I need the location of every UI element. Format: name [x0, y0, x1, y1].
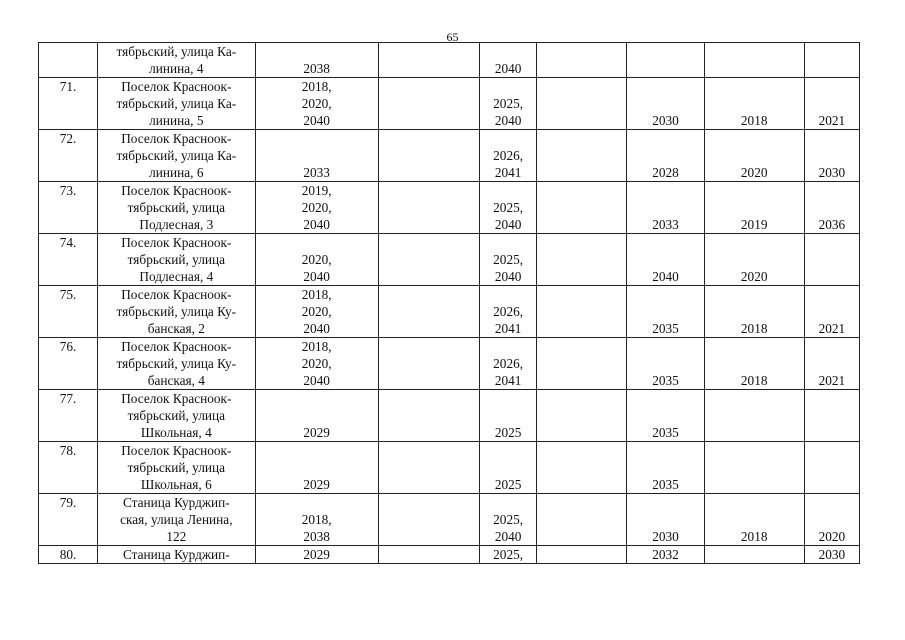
- year-cell-col3: 2038: [255, 43, 378, 78]
- year-cell-col4: [378, 442, 479, 494]
- year-cell-col8: 2020: [704, 234, 804, 286]
- year-cell-col5: 2025, 2040: [480, 494, 537, 546]
- year-cell-col9: 2030: [804, 546, 859, 564]
- year-cell-col5: 2025, 2040: [480, 182, 537, 234]
- year-cell-col8: 2018: [704, 286, 804, 338]
- year-cell-col6: [537, 442, 627, 494]
- year-cell-col9: [804, 390, 859, 442]
- year-cell-col6: [537, 182, 627, 234]
- address-cell: Станица Курджип-: [98, 546, 255, 564]
- year-cell-col7: 2035: [627, 390, 704, 442]
- year-cell-col9: [804, 234, 859, 286]
- year-cell-col4: [378, 390, 479, 442]
- year-cell-col4: [378, 130, 479, 182]
- year-cell-col4: [378, 546, 479, 564]
- year-cell-col4: [378, 494, 479, 546]
- row-number-cell: 73.: [39, 182, 98, 234]
- address-cell: Станица Курджип- ская, улица Ленина, 122: [98, 494, 255, 546]
- year-cell-col8: [704, 43, 804, 78]
- row-number-cell: 77.: [39, 390, 98, 442]
- address-cell: Поселок Красноок- тябрьский, улица Школьная, 6: [98, 442, 255, 494]
- year-cell-col7: 2030: [627, 494, 704, 546]
- year-cell-col5: 2025: [480, 442, 537, 494]
- row-number-cell: 76.: [39, 338, 98, 390]
- table-row: [39, 442, 860, 494]
- year-cell-col9: 2020: [804, 494, 859, 546]
- year-cell-col3: 2018, 2020, 2040: [255, 286, 378, 338]
- row-number-cell: [39, 43, 98, 78]
- row-number-cell: 71.: [39, 78, 98, 130]
- year-cell-col9: 2021: [804, 78, 859, 130]
- address-cell: Поселок Красноок- тябрьский, улица Ка- линина, 5: [98, 78, 255, 130]
- year-cell-col9: 2036: [804, 182, 859, 234]
- year-cell-col4: [378, 78, 479, 130]
- year-cell-col5: 2025,: [480, 546, 537, 564]
- year-cell-col4: [378, 338, 479, 390]
- year-cell-col6: [537, 78, 627, 130]
- year-cell-col3: 2018, 2020, 2040: [255, 78, 378, 130]
- year-cell-col9: [804, 442, 859, 494]
- row-number-cell: 75.: [39, 286, 98, 338]
- year-cell-col6: [537, 130, 627, 182]
- address-cell: Поселок Красноок- тябрьский, улица Ку- банская, 4: [98, 338, 255, 390]
- year-cell-col5: 2026, 2041: [480, 286, 537, 338]
- year-cell-col5: 2026, 2041: [480, 130, 537, 182]
- year-cell-col7: 2035: [627, 338, 704, 390]
- table-row: [39, 286, 860, 338]
- year-cell-col5: 2040: [480, 43, 537, 78]
- address-cell: Поселок Красноок- тябрьский, улица Подлесная, 4: [98, 234, 255, 286]
- page-number: 65: [446, 30, 459, 44]
- row-number-cell: 79.: [39, 494, 98, 546]
- year-cell-col6: [537, 494, 627, 546]
- year-cell-col8: [704, 442, 804, 494]
- year-cell-col5: 2025, 2040: [480, 78, 537, 130]
- address-cell: Поселок Красноок- тябрьский, улица Ку- банская, 2: [98, 286, 255, 338]
- table-row: [39, 182, 860, 234]
- year-cell-col3: 2029: [255, 442, 378, 494]
- year-cell-col4: [378, 234, 479, 286]
- row-number-cell: 78.: [39, 442, 98, 494]
- year-cell-col5: 2025, 2040: [480, 234, 537, 286]
- row-number-cell: 72.: [39, 130, 98, 182]
- table-row: [39, 234, 860, 286]
- year-cell-col5: 2025: [480, 390, 537, 442]
- year-cell-col6: [537, 286, 627, 338]
- year-cell-col3: 2033: [255, 130, 378, 182]
- year-cell-col6: [537, 546, 627, 564]
- table-row: [39, 546, 860, 564]
- year-cell-col8: [704, 546, 804, 564]
- year-cell-col4: [378, 182, 479, 234]
- table-row: [39, 78, 860, 130]
- table-row: [39, 338, 860, 390]
- year-cell-col3: 2029: [255, 546, 378, 564]
- year-cell-col9: 2021: [804, 338, 859, 390]
- year-cell-col8: 2018: [704, 494, 804, 546]
- year-cell-col6: [537, 390, 627, 442]
- year-cell-col9: [804, 43, 859, 78]
- row-number-cell: 74.: [39, 234, 98, 286]
- year-cell-col6: [537, 338, 627, 390]
- year-cell-col6: [537, 234, 627, 286]
- year-cell-col9: 2030: [804, 130, 859, 182]
- year-cell-col3: 2018, 2038: [255, 494, 378, 546]
- table-row: [39, 390, 860, 442]
- table-row: [39, 130, 860, 182]
- year-cell-col7: 2032: [627, 546, 704, 564]
- year-cell-col7: 2030: [627, 78, 704, 130]
- year-cell-col7: [627, 43, 704, 78]
- year-cell-col7: 2040: [627, 234, 704, 286]
- year-cell-col7: 2028: [627, 130, 704, 182]
- year-cell-col4: [378, 43, 479, 78]
- year-cell-col3: 2019, 2020, 2040: [255, 182, 378, 234]
- year-cell-col8: 2019: [704, 182, 804, 234]
- address-cell: Поселок Красноок- тябрьский, улица Школьная, 4: [98, 390, 255, 442]
- year-cell-col7: 2033: [627, 182, 704, 234]
- address-cell: Поселок Красноок- тябрьский, улица Ка- линина, 6: [98, 130, 255, 182]
- year-cell-col8: [704, 390, 804, 442]
- year-cell-col8: 2018: [704, 338, 804, 390]
- year-cell-col9: 2021: [804, 286, 859, 338]
- address-cell: Поселок Красноок- тябрьский, улица Подлесная, 3: [98, 182, 255, 234]
- year-cell-col3: 2018, 2020, 2040: [255, 338, 378, 390]
- year-cell-col4: [378, 286, 479, 338]
- year-cell-col8: 2020: [704, 130, 804, 182]
- buildings-table: [38, 42, 860, 564]
- table-row: [39, 43, 860, 78]
- year-cell-col7: 2035: [627, 286, 704, 338]
- row-number-cell: 80.: [39, 546, 98, 564]
- address-cell: тябрьский, улица Ка- линина, 4: [98, 43, 255, 78]
- year-cell-col6: [537, 43, 627, 78]
- year-cell-col8: 2018: [704, 78, 804, 130]
- table-row: [39, 494, 860, 546]
- year-cell-col3: 2020, 2040: [255, 234, 378, 286]
- year-cell-col3: 2029: [255, 390, 378, 442]
- year-cell-col7: 2035: [627, 442, 704, 494]
- year-cell-col5: 2026, 2041: [480, 338, 537, 390]
